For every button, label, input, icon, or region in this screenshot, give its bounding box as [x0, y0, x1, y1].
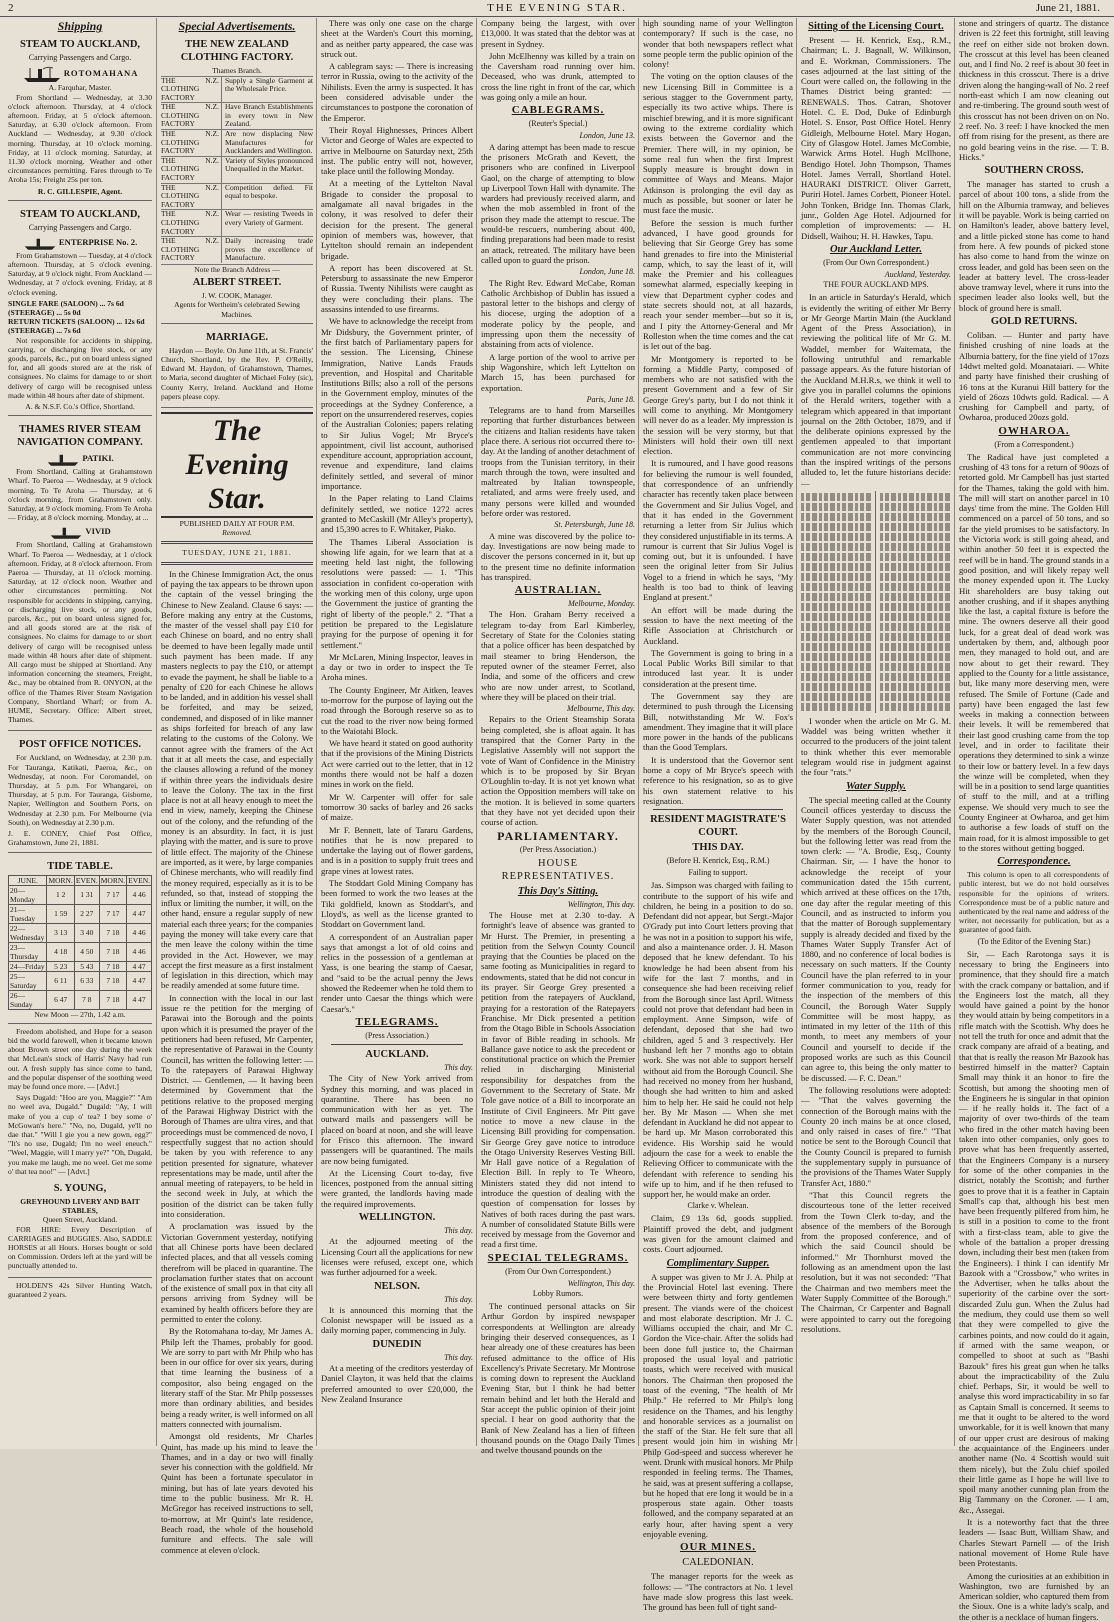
columns [4, 18, 1112, 1622]
clothing-name: THE N.Z. CLOTHING FACTORY [161, 237, 222, 263]
ad-body: From Shortland, Calling at Grahamstown Wharf. To Paeroa — Wednesday, at 9 o'clock morning. To Te Aroha — Thursday, at 6 o'clock morning, from Grahamstown only. Saturday, at 9 o'clock morning. From Te Aroha — Friday, at 8 o'clock morning. Monday, at ... [8, 467, 152, 523]
table-row [9, 990, 152, 1009]
court-heading: RESIDENT MAGISTRATE'S COURT. [650, 814, 786, 839]
table-header: EVEN. [128, 875, 150, 885]
news-paragraph: Mr F. Bennett, late of Tararu Gardens, notifies that he is now prepared to undertake the laying out of flower gardens, and is in a position to supply fruit trees and grape vines at lowest rates. [321, 824, 473, 876]
auckland-letter-source: (From Our Own Correspondent.) [823, 257, 929, 267]
dateline: Paris, June 18. [586, 394, 635, 404]
news-paragraph: In the Paper relating to Land Claims definitely settled, we notice 1272 acres granted to McCaskill (Mr Alley's property), and 15,390 acres to F. Whitaker, Piako. [321, 493, 473, 535]
steamship-icon [22, 65, 62, 83]
table-cell: 21—Tuesday [9, 904, 47, 923]
ad-subtitle: Carrying Passengers and Cargo. [28, 53, 132, 63]
table-cell: 4 46 [127, 885, 152, 904]
table-cell: 5 43 [74, 961, 99, 971]
news-paragraph: We have heard it stated on good authority that if the provisions of the Mining Districts Act were carried out to the letter, that in 12 months there would not be half a dozen mines in work on the field. [321, 738, 473, 790]
tide-table [8, 856, 152, 1024]
table-cell: 20—Monday [9, 885, 47, 904]
tide-note: New Moon — 27th, 1.42 a.m. [34, 1009, 126, 1019]
clothing-claim: Wear — resisting Tweeds in every Variety of Garment. [225, 209, 313, 227]
shipping-heading: Shipping [57, 19, 103, 33]
table-cell: 4 46 [127, 923, 152, 942]
ad-address: Queen Street, Auckland. [42, 1215, 118, 1225]
ad-post-office [8, 734, 152, 852]
correspondence-paragraph: Among the curiosities at an exhibition in Washington, two are furnished by an American soldier, who captured them from the Sioux. One is a white lady's scalp, and the other is a necklace of human fingers. [959, 1570, 1109, 1622]
table-cell: 4 46 [127, 942, 152, 961]
news-paragraph: John McElhenny was killed by a train on the Caversham road running over him. Deceased, who was drunk, attempted to cross the line right in front of the car, which was going only a mile an hour. [481, 50, 635, 103]
dateline: Wellington, This day. [567, 899, 635, 909]
table-cell: 1 2 [47, 885, 74, 904]
special-telegrams-source: (From Our Own Correspondent.) [505, 1266, 611, 1276]
dateline: This day. [444, 1294, 473, 1304]
special-paragraph: It is understood that the Governor sent home a copy of Mr Bryce's speech with reference to his resignation, so as to give his own statement relative to his resignation. [643, 754, 793, 806]
telegram-paragraph: It is announced this morning that the Colonist newspaper will be issued as a daily morning paper, commencing in July. [321, 1304, 473, 1336]
cable-paragraph: A mine was discovered by the police to-day. Investigations are now being made to discover the persons concerned in it, but up to the present time no definite information has transpired. [481, 530, 635, 582]
ad-signature: J. W. COOK, Manager. [201, 291, 273, 301]
owharoa-source: (From a Correspondent.) [994, 439, 1074, 449]
divider [161, 562, 313, 565]
divider [653, 809, 783, 810]
table-cell: 2 27 [74, 904, 99, 923]
tide-table-grid [8, 875, 152, 1010]
table-header-row [9, 875, 152, 885]
clothing-claim: Supply a Single Garment at the Wholesale Price. [225, 75, 313, 94]
table-cell: 6 33 [74, 971, 99, 990]
ad-body: From Shortland — Wednesday, at 3.30 o'clock afternoon. Thursday, at 4 o'clock afternoon. Friday, at 5 o'clock afternoon. Saturday, at 6.30 o'clock afternoon. From Auckland — Wednesday, at 9.30 o'clock morning. Thursday, at 10 o'clock morning. Friday, at 11 o'clock morning. Saturday, at 11.30 o'clock morning. Weather and other circumstances permitting. Fares through to Te Aroha 15s; Freight 25s per ton. [8, 92, 152, 185]
table-cell: 4 47 [127, 990, 152, 1009]
correspondence-heading: Correspondence. [997, 856, 1071, 868]
ad-signature: J. E. CONEY, Chief Post Office, Grahamstown, June 21, 1881. [8, 829, 152, 848]
special-paragraph: It is rumoured, and I have good reasons for believing the rumour is well founded, that correspondence of an unfriendly character has recently taken place between the Government and Sir Julius Vogel, and that it has ended in the Government returning a letter from Sir Julius which they considered unjustifiable in its terms. A rumour is current that Sir Julius Vogel is coming out, but it is unfounded. I have seen the original letter from Sir Julius Vogel to a friend in which he says, "My health is too bad to think of leaving England at present." [643, 458, 793, 603]
issue-date: June 21, 1881. [1035, 2, 1100, 14]
page-number: 2 [8, 2, 14, 14]
dateline: This day. [444, 1062, 473, 1072]
clothing-claim: Variety of Styles pronounced Unequalled in the Market. [225, 155, 313, 174]
ad-subtitle: Carrying Passengers and Cargo. [28, 222, 132, 232]
ship-name: ENTERPRISE No. 2. [58, 236, 138, 247]
owharoa-paragraph: The Radical have just completed a crushing of 43 tons for a return of 90ozs of retorted gold. Mr Campbell has just started for the Thames, taking the gold with him. The mill will start on another parcel in 10 days' time from the mine. The Golden Hill commenced on a parcel of 50 tons, and so far the yield promises to be satisfactory. In the Victoria work is still going ahead, and within another 50 feet it is expected the reef will be in hand. The ground stands in a good position, and will likely repay well the money expended upon it. The Lucky Hit shareholders are busy taking out another crushing, and if it shapes anything like the last, a capital fixture is before the mine. The owners deserve all their good luck, for a great deal of dead work was undertaken by them, and, although poor men, they managed to hold out, and are now about to get their reward. They applied to the County for a little assistance, but, like many more deserving men, were refused. The Smile of Fortune (Cade and party) have been engaged the last few weeks in making a connection between their levels. It will be remembered that their last good crushing came from the top level, and in order to facilitate their operations they determined to sink a winze to their low or battery level. In a few days the winze will be completed, when they will be in a position to send large quantities of stuff to the mill, and at a trifling expense. We should very much to see the County Engineer at Owharoa, and get him to authorise a few loads of stuff on the main road, for it is almost impossible to get to the stores without getting bogged. [959, 451, 1109, 853]
clothing-claim: Competition defied. Fit equal to bespoke. [225, 182, 313, 201]
supper-paragraph: A supper was given to Mr J. A. Philp at the Provincial Hotel last evening. There were between thirty and forty gentlemen present. The viands were of the choicest and most elaborate description. Mr J. C. Williams occupied the chair, and Mr C. Gordon the Vice-chair. After the solids had been done full justice to, the Chairman proposed the usual loyal and patriotic toasts, which were received with musical honors. The Chairman then proposed the toast of the evening, "The health of Mr Philp." He referred to Mr Philp's long residence on the Thames, and his lengthy and honorable services as a journalist on the staff of the Star. He felt sure that all present would join him in wishing Mr Philp God-speed and success wherever he went. Drunk with musical honors. Mr Philp responded in feeling terms. The Thames, he said, was at present suffering a collapse, but he hoped that ere long it would be in a prosperous state again. Other toasts followed, and the company separated at an early hour, after having spent a very enjoyable evening. [643, 1271, 793, 1540]
correspondence-note: This column is open to all correspondents of public interest, but we do not hold ourselves responsible for the opinions of writers. Correspondence must be of a public nature and authenticated by the real name and address of the writer, not necessarily for publication, but as a guarantee of good faith. [959, 870, 1109, 935]
ad-title: POST OFFICE NOTICES. [18, 739, 142, 751]
dateline: London, June 18. [579, 267, 635, 277]
fare-line: (STEERAGE) ... 5s 0d [8, 307, 81, 317]
lobby-heading: Lobby Rumors. [532, 1289, 584, 1299]
cablegrams-source: (Reuter's Special.) [528, 119, 588, 129]
special-ads-heading: Special Advertisements. [178, 19, 296, 33]
court-case-title: Failing to support. [688, 868, 748, 878]
news-paragraph: A cablegram says: — There is increasing terror in Russia, owing to the activity of the Nihilists. Even the army is suspected. It has been considered advisable under the circumstances to postpone the coronation of the Emperor. [321, 61, 473, 123]
evening-star-nameplate: The Evening Star. [161, 412, 313, 518]
leader-dateline: TUESDAY, JUNE 21, 1881. [182, 548, 292, 558]
mine-name: CALEDONIAN. [682, 1557, 754, 1569]
ad-note: Not responsible for accidents in shipping, carrying, or discharging live stock, or any goods, parcels, &c., put on board unless signed for, and all goods stored are at the risk of consignees. No claims for damage to or short delivery of cargo will be recognised unless made within 48 hours after date of shipment. [8, 335, 152, 400]
dateline-place: NELSON. [374, 1280, 420, 1292]
mines-heading: OUR MINES. [679, 1541, 756, 1554]
steamship-icon [46, 451, 80, 467]
table-row [9, 961, 152, 971]
leader-paragraph: In connection with the local in our last issue re the petition for the merging of Parawai into the Borough and the points upon which it is presumed the prayer of the petitioners had been refused, Mr Carpenter, the representative of Parawai in the County Council, has written the following letter: — To the ratepayers of Parawai Highway District. — Gentlemen, — It having been determined by Government that the petitions relative to the proposed merging of the Parawai Highway District with the Borough of Thames are ultra vires, and that proceedings must be commenced de novo, I respectfully suggest that no action should be taken by you with reference to any petition presented for signature, whatever representations may be made, until after the annual meeting of ratepayers, to be held in the second week in July, at which the position of the district can be taken fully into consideration. [161, 992, 313, 1220]
telegram-paragraph: At the Licensing Court to-day, five licences, postponed from the annual sitting were granted, the landlords having made the required improvements. [321, 1167, 473, 1209]
ad-title: STEAM TO AUCKLAND, [19, 39, 141, 51]
table-row [9, 971, 152, 990]
steamship-icon [49, 524, 83, 540]
cablegrams-heading: CABLEGRAMS. [511, 104, 605, 117]
dateline-place: WELLINGTON. [358, 1212, 436, 1224]
column-3 [316, 18, 477, 1446]
list-item [161, 102, 313, 129]
mine-paragraph: The manager has started to crush a parcel of about 100 tons, a slide from the hill on the Alburnia tramway, and believes it will be payable. Work is being carried on on Hamilton's leader, above battery level, and a little picked stone has come to hand from here. A few pounds of picked stone has also come to hand from the winze on cross leader, and gold has been seen on the leader at battery level. The cross-leader above tramway level, where it runs into the specimen leader also looks well, but the block of ground here is small. [959, 179, 1109, 313]
table-cell: 5 23 [47, 961, 74, 971]
ad-title: THE NEW ZEALAND CLOTHING FACTORY. [180, 39, 294, 64]
news-paragraph: Mr W. Carpenter will offer for sale tomorrow 30 sacks of barley and 26 sacks of maize. [321, 791, 473, 823]
news-paragraph: Their Royal Highnesses, Princes Albert Victor and George of Wales are expected to arrive in Melbourne on Saturday next, 25th inst. The public entry will not, however, take place until the following Monday. [321, 124, 473, 177]
fare-line: SINGLE FARE (SALOON) ... 7s 6d [8, 298, 124, 308]
ad-clothing-factory [161, 34, 313, 323]
special-paragraph: The Government say they are determined to push through the Licensing Bill, notwithstanding Mr W. Fox's amendment. They imagine that it will place more power in the hands of the publicans than the Good Templars. [643, 691, 793, 753]
fare-line: RETURN TICKETS (SALOON) ... 12s 6d [8, 317, 145, 327]
list-item [161, 209, 313, 236]
court-case-title: Clarke v. Whelean. [687, 1201, 749, 1211]
correspondence-paragraph: Sir, — Each Rarotonga says it is necessary to bring the Engineers into prominence, that they should fire a match with the crack company or battalion, and if the Engineers lost the match, all they would have gained a point by the honor they would attain by being competitors in a rifle match with the Scottish. Why does he not tell the truth for once and admit that the crack company are afraid of a beating, and that that is really the reason Mr Bazook has bestirred himself in the matter? Captain Small may think it an honor to fire the Scottish, but among the shooting men of the Engineers he is singular in that opinion — if he really holds it. The fact of a majority of over two-thirds of the team who fired in the other match having been taken into other companies, only goes to prove what has been frequently asserted, that the Engineers Company is a nursery for some of the other companies in the district, notably the Scottish; and further goes to prove that it is a feather in Captain Small's cap that, although his best men have been frequently pilfered from him, he is still in a position to come to the front with a first-class team, able to give the whole of the battalion a proper dressing down, including their best men (taken from the Engineers). I think I can identify Mr Bazook with a "Crossbow," who writes in the Advertiser, when he talks about the superiority of the carbine over the sort-discarded Zulu gun. When the Zulus had the medium, they could use them so well that they were compelled to give the carbines points, and now could do it again, if armed with the same weapon, or compelled to shoot at such as "Bashi Bazouk" fires his great gun when he talks about the impracticability of the Zulu chief. Perhaps, Sir, it would be well to analyse this word impracticability in so far as Captain Small is concerned. It seems to me that it ought to be altered to the word unworkable, for it is well known that many of our upper crust are desirous of making the acquaintance of the Engineers under another name (No. 4 Scottish would suit them nicely), but the Zulu chief spoiled their little game as I hope he will live to spoil many another cunning plan from the Big Tammany on the Coroner. — I am, &c., Assegai. [959, 948, 1109, 1515]
column-4 [476, 18, 639, 1456]
advertorial: Freedom abolished, and Hope for a season bid the world farewell, when it became known about Brown street one day during the week that McLean's stock of Harris' Navy had run out. A fresh supply has since come to hand, and the popular dispenser of the soothing weed may be found once more. — [Advt.] [8, 1026, 152, 1091]
correspondence-paragraph: It is a noteworthy fact that the three leaders — Isaac Butt, William Shaw, and Charles Stewart Parnell — of the Irish national movement of Home Rule have been Protestants. [959, 1517, 1109, 1569]
table-cell: 7 18 [99, 923, 126, 942]
ad-signature: R. C. GILLESPIE, Agent. [37, 186, 123, 196]
table-header: EVEN. [75, 875, 98, 885]
running-head [0, 0, 1114, 17]
clothing-name: THE N.Z. CLOTHING FACTORY [161, 157, 222, 183]
ad-branch: Thames Branch. [212, 66, 262, 76]
table-cell: 24—Friday [9, 961, 47, 971]
ad-subtitle: GREYHOUND LIVERY AND BAIT STABLES, [20, 1196, 140, 1216]
ad-young-stables [8, 1178, 152, 1278]
leader-paragraph: By the Rotomahana to-day, Mr James A. Philp left the Thames, probably for good. We are sorry to part with Mr Philp who has been in our office for over six years, during that time learning the business of a compositor, also being engaged on the literary staff of the Star. Mr Philp possesses more than ordinary abilities, and besides being a ready writer, is well informed on all matters connected with journalism. [161, 1326, 313, 1429]
telegram-paragraph: At a meeting of the creditors yesterday of Daniel Clayton, it was held that the claims preferred amounted to over £20,000, the New Zealand Insurance [321, 1363, 473, 1404]
licensing-paragraph: Present — H. Kenrick, Esq., R.M., Chairman; L. J. Bagnall, W. Wilkinson, and E. Workman, Commissioners. The cases adjourned at the last sitting of the Court were called on, the following in the Thames District being granted: — RENEWALS. Thos. Catran, Shotover Hotel. C. E. Dod, Duke of Edinburgh Hotel. S. Ensor, Post Office Hotel. Henry Gidleigh, Melbourne Hotel. Mary Hogan, City of Glasgow Hotel. James McCombie, Warwick Arms Hotel. Hugh McIlhone, Bendigo Hotel. John Thompson, Thames Hotel. James Verrall, Shortland Hotel. HAURAKI DISTRICT. Oliver Garrett, Puriri Hotel. James Corbett, Pioneer Hotel. John Tonken, Bridge Inn. Thomas Clark, junr., Golden Age Hotel. Adjourned for completion of improvements: — H. Didsell, Waihou; H. H. Hawkes, Tapu. [801, 35, 951, 241]
special-paragraph: The voting on the option clauses of the new Licensing Bill in Committee is a serious stagger to the Government party, especially its two active whips. There is mischief brewing, and it is more significant owing to the extreme cordiality which exists between the Governor and the Premier. There will, in my opinion, be some real fun when the first Imprest Supply measure is brought down in committee of Ways and Means. Major Atkinson is prolonging the evil day as much as possible, but sooner or later he must face the music. [643, 71, 793, 216]
table-cell: 6 11 [47, 971, 74, 990]
court-dateline: THIS DAY. [692, 842, 744, 854]
table-cell: 4 47 [127, 971, 152, 990]
mine-paragraph: stone and stringers of quartz. The distance driven is 22 feet this fortnight, still leaving the reef on either side not broken down. The crosscut at this level has been cleaned out, and I find No. 2 reef is about 30 feet in thickness in this crosscut. There is a drive driven along the hanging-wall of No. 2 reef north-east which I am now cleaning out and re-timbering. The ground south west of this crosscut has not been driven on on No. 2 reef. No. 3 reef: I have knocked the men off from rising for the present, as there are no gold bearing veins in the rise. — T. B. Hicks." [959, 18, 1109, 162]
table-cell: 7 18 [99, 971, 126, 990]
water-paragraph: "That this Council regrets the discourteous tone of the letter received from the Town Clerk to-day, and the absence of the members of the Borough from the proposed conference, and of which the said Council should be informed." Mr Thornhurst moved the following as an amendment upon the last resolution, but it was not seconded: "That the Chairman and two members meet the Water Supply Committee of the Borough." The Chairman, Cr Carpenter and Bagnall were appointed to carry out the foregoing resolutions. [801, 1189, 951, 1334]
news-paragraph: A correspondent of an Australian paper says that amongst a lot of old coins and relics in the possession of a gentleman at Yass, is one bearing the stamp of Caesar, and "said to be the actual penny the Jews showed the Redeemer when he told them to render unto Caesar the things which were Caesar's." [321, 931, 473, 1014]
special-paragraph: high sounding name of your Wellington contemporary? If such is the case, no wonder that both newspapers reflect what some people term the public opinion of the colony! [643, 18, 793, 70]
ship-name: VIVID [85, 526, 111, 537]
house-heading: HOUSE REPRESENTATIVES. [501, 857, 615, 882]
list-item [161, 236, 313, 263]
ad-agents: Agents for Wertheim's celebrated Sewing Machines. [174, 300, 300, 319]
divider [331, 1044, 463, 1045]
cable-paragraph: The Right Rev. Edward McCabe, Roman Catholic Archbishop of Dublin has issued a pastoral letter to the bishops and clergy of his diocese, urging the adoption of a moderate policy by the people, and impressing upon them the necessity of abstaining from acts of violence. [481, 277, 635, 350]
ship-name: PATIKI. [82, 453, 114, 464]
table-cell: 4 47 [127, 961, 152, 971]
cable-paragraph: A daring attempt has been made to rescue the prisoners McGrath and Kevett, the prisoners who are confined in Liverpool Gaol, on the charge of attempting to blow up Liverpool Town Hall with dynamite. The warders had previously received alarm, and when the mob assembled in front of the prison they made the attempt to rescue. The would-be rescuers, numbering about 400, finding preparations had been made to resist an attack, retreated. The military have been called upon to guard the prison. [481, 141, 635, 265]
telegrams-source: (Press Association.) [365, 1030, 429, 1040]
ad-title: S. YOUNG, [53, 1182, 107, 1194]
removed-note: Removed. [222, 528, 252, 538]
leader-paragraph: A proclamation was issued by the Victorian Government yesterday, notifying that all Chinese ports have been declared infected places, and that all vessels coming therefrom will be placed in quarantine. The proclamation further states that on account of the existence of small pox in that city all persons arriving from Sydney will be examined by health officers before they are permitted to enter the colony. [161, 1221, 313, 1324]
dateline: London, June 13. [579, 131, 635, 141]
auckland-letter-subhead: THE FOUR AUCKLAND MPS. [823, 280, 929, 290]
gold-paragraph: Coliban. — Hunter and party have finished crushing of nine loads at the Alburnia battery, for the fine yield of 17ozs 14dwt melted gold. Moanataiari. — White and party have finished their crushing of 16 tons at the Kuranui Hill battery for the yield of 26ozs 10dwts gold. Radical. — A crushing for Campbell and party, of Owharoa, produced 20ozs gold. [959, 330, 1109, 423]
special-paragraph: Mr Montgomery is reported to be forming a Middle Party, composed of members who are not satisfied with the present Government and a few of Sir George Grey's party, but I do not think it will come to anything. Mr Montgomery will never do as a leader. My impression is the session will be very stormy, but that Ministers will hold their own till next election. [643, 353, 793, 457]
ship-name: ROTOMAHANA [63, 68, 139, 79]
news-paragraph: Company being the largest, with over £13,000. It was stated that the debtor was at present in Sydney. [481, 18, 635, 49]
special-telegrams-heading: SPECIAL TELEGRAMS. [487, 1251, 629, 1264]
table-row [9, 942, 152, 961]
leader-paragraph: In the Chinese Immigration Act, the onus of paying the tax appears to be thrown upon the captain of the vessel bringing the Chinese to New Zealand. Clause 6 says: — Before making any entry at the Customs, the master of the vessel shall pay £10 for each Chinese on board, and no entry shall be deemed to have been legally made until such payment has been made. If any masters neglects to pay the £10, or attempt to evade the payment, he shall be liable to a penalty of £20 for each Chinese he allows to be landed, and in addition his vessel shall be forfeited, and may be seized, condemned, and disposed of in like manner as ships forfeited for breach of any law relating to the customs of the Colony. We cannot agree with the framers of the Act that it at all meets the case, and especially the clauses allowing a refund of the money if within three years the individuals desire to leave the Colony. The tax in the first place is not at all heavy enough to meet the end in view, namely, keeping the Chinese out of the colony, and the refunding of the money is an absurdity. In fact, it is just playing with the matter, and is sure to prove of little effect. The majority of the Chinese are imported, as it were, by large companies of Chinese merchants, who will readily find the money required, especially as it is to be refunded, so that, instead of stopping the influx or limiting the number, it will, on the other hand, ensure a regular supply of new material each three years; for the companies paying the money will take every care that the men leave the colony within the time provided in the Act. However, we may accept the first measure as a first instalment of legislation in this direction, which may be readily amended at some future time. [161, 568, 313, 991]
dateline: This day. [444, 1352, 473, 1362]
dateline: Melbourne, This day. [567, 704, 635, 714]
table-cell: 7 17 [99, 885, 126, 904]
supper-heading: Complimentary Supper. [666, 1257, 770, 1269]
divider [161, 541, 313, 544]
special-paragraph: An effort will be made during the session to have the next meeting of the Rifle Association at Christchurch or Auckland. [643, 604, 793, 646]
table-cell: 7 17 [99, 904, 126, 923]
dateline-place: AUCKLAND. [365, 1048, 429, 1060]
clothing-claim: Daily increasing trade proves the excellence of Manufacture. [225, 236, 313, 263]
cable-paragraph: Telegrams are to hand from Marseilles reporting that further disturbances between the citizens and Italian residents have taken place there. A serious riot occurred there to-day. At the landing of another detachment of troops from the Tunisian territory, in their march through the town, were insulted and maltreated by Italian townspeople, retaliated, and arms were freely used, and many persons were killed and wounded before order was restored. [481, 405, 635, 519]
table-cell: 23—Thursday [9, 942, 47, 961]
column-1 [4, 18, 156, 1446]
list-item [161, 156, 313, 183]
marriage-notice [161, 327, 313, 408]
dateline: This day. [444, 1226, 473, 1236]
news-paragraph: Mr McLaren, Mining Inspector, leaves in a day or two in order to inspect the Te Aroha mines. [321, 651, 473, 683]
ad-address: ALBERT STREET. [192, 277, 282, 289]
ad-title: THAMES RIVER STEAM NAVIGATION COMPANY. [17, 424, 143, 449]
clothing-claim: Have Branch Establishments in every town in New Zealand. [225, 102, 313, 129]
leader-paragraph: Amongst old residents, Mr Charles Quint, has made up his mind to leave the Thames, and in a day or two will finally sever his connection with the goldfield. Mr Quint has been a fortunate speculator in mining, but has of late years devoted his time to the public business. Mr R. H. McGregor has received instructions to sell, to-morrow, at Mr Quint's late residence, Beach road, the whole of the household furniture and effects. The sale will commence at eleven o'clock. [161, 1431, 313, 1555]
table-cell: 6 47 [47, 990, 74, 1009]
notice-title: MARRIAGE. [205, 331, 269, 343]
ad-body: For Auckland, on Wednesday, at 2.30 p.m. For Tauranga, Katikati, Paeroa, &c., on Wednesday, at noon. For Coromandel, on Thursday, at 5 p.m. For Whangarei, on Thursday, at 5 p.m. For Tauranga, Gisborne, Napier, Wellington and Southern Ports, on Wednesday at 2.30 p.m. For Melbourne (via South), on Wednesday at 2.30 p.m. [8, 753, 152, 827]
table-cell: 3 13 [47, 923, 74, 942]
mine-paragraph: The manager reports for the week as follows: — "The contractors at No. 1 level have made slow progress this last week. The ground has been full of tight sand- [643, 1571, 793, 1613]
telegrams-heading: TELEGRAMS. [355, 1015, 439, 1028]
dateline-place: DUNEDIN [372, 1338, 422, 1350]
list-item [161, 129, 313, 156]
column-5 [638, 18, 797, 1613]
ad-thames-river [8, 419, 152, 731]
court-paragraph: Claim, £9 13s 6d, goods supplied. Plaintiff proved the debt, and judgment was given for the amount claimed and costs. Court adjourned. [643, 1213, 793, 1255]
letter-paragraph: In an article in Saturday's Herald, which is evidently the writing of either Mr Berry or Mr George Martin Main (the Auckland Agent of the Press Association), in reviewing the political life of Mr G. M. Waddel, member for Waitemata, the following untruthful and remarkable passage appears. As the future historian of the Auckland M.H.R.s, we think it well to give you in parallel columns the opinions of the Herald writers, together with a telegram which appeared in that important journal on the 28th October, 1879, and if the deliberate opinions expressed by the gentlemen appealed to that important communication are not more convincing than the inspired writings of the persons alluded to, let the future historians decide: — [801, 292, 951, 488]
steamship-icon [23, 235, 57, 251]
dateline: St. Petersburgh, June 18. [554, 520, 635, 530]
fare-line: (STEERAGE) ... 7s 6d [8, 326, 81, 336]
fares-list [8, 299, 152, 336]
owharoa-heading: OWHAROA. [998, 424, 1070, 437]
court-paragraph: Jas. Simpson was charged with failing to contribute to the support of his wife and children, he being in a position to do so. Defendant did not appear, but Sergt.-Major O'Grady put into Court letters proving that he was not in a position to support his wife, and also a maintenance order. J. H. Mason deposed that he knew defendant. To his knowledge he had been absent from his wife for the last 7 months, and in consequence she had been receiving relief from the Borough since last April. Witness could not prove that defendant had been in employment. Anne Simpson, wife of defendant, deposed that she had two children, aged 5 and 3 respectively. Her husband left her 7 months ago to obtain work. She was not able to support herself without aid from the Borough Council. She had received no money from her husband, though she had written to him and asked him to help her. He said he could not help her. By Mr Mason — When she met defendant in Auckland he did not appear to be hard up. Mr Mason corroborated this evidence. His Worship said he would adjourn the case for a week to enable the Relieving Officer to communicate with the defendant with reference to sending his wife up to him, and if he then refused to support her, he would make an order. [643, 880, 793, 1200]
table-cell: 7 8 [74, 990, 99, 1009]
special-paragraph: Before the session is much further advanced, I have good grounds for believing that Sir George Grey has some hand grenades to fire into the Ministerial camp, which, to say the least of it, will make the Premier and his colleagues somewhat alarmed, especially keeping in view that Department cypher codes and state secrets should not, at all hazards, reach your sender member—but so it is, and I pity the Attorney-General and Mr Rolleston when the time comes and the cat is let out of the bag. [643, 217, 793, 352]
newspaper-running-title: THE EVENING STAR. [487, 2, 627, 14]
clothing-name: THE N.Z. CLOTHING FACTORY [161, 130, 222, 156]
column-6 [796, 18, 955, 1446]
news-paragraph: The County Engineer, Mr Aitken, leaves to-morrow for the purpose of laying out the road through the Borough reserve so as to cut the road to the river now being formed to the Waiotahi Block. [321, 684, 473, 736]
table-cell: 4 50 [74, 942, 99, 961]
parliamentary-heading: PARLIAMENTARY. [497, 828, 619, 843]
water-paragraph: The special meeting called at the County Council offices yesterday to discuss the Water Supply question, was not attended by the members of the Borough Council, but the following letter was read from the town clerk: — "A. Brodie, Esq., County Chairman. Sir, — I have the honor to acknowledge the receipt of your communication dated the 15th current, which arrived at these offices on the 17th, one day after the regular meeting of this Council, and as instructed to inform you that the matter of Borough supplementary supply is already decided and fixed by the Thames Water Supply Transfer Act of 1880, and no conference of local bodies is necessary on such matters. If the County Council have the plan referred to in your former communication to you, ready for the inspection of the members of this Council, the Borough Water Supply Committee will be most happy, as intimated in my letter of the 11th of this month, to meet any members of your Council and yourself to decide if the proposed works are such as this Council can agree to, this being the only matter to be discussed. — F. C. Dean." [801, 794, 951, 1083]
news-paragraph: There was only one case on the charge sheet at the Warden's Court this morning, and as neither party appeared, the case was struck out. [321, 18, 473, 59]
advertorial: Says Dugald: "Hoo are you, Maggie?" "Am no weel ava, Dugald." Dugald: "Ay, I will make of you a cup o' tea? I bey some o' McGowan's here." "No, no, Dugald, ye'll no dae that." "Will I gie you a new gown, egg?" "It's no use, Dugald; I'm no weel eneuch." "Weel, Maggie, will I marry ye?" "Oh, Dugald, you make me laugh, me no weel. Get me some o' that tea noo!" — [Advt.] [8, 1093, 152, 1176]
ad-rotomahana [8, 34, 152, 200]
parliament-paragraph: The House met at 2.30 to-day. A fortnight's leave of absence was granted to Mr Hurst. The Premier, in presenting a petition from the Selwyn County Council praying that the Counties be placed on the same footing as Municipalities in regard to endowments, stated that he did not concur in its prayer. Sir George Grey presented a petition from the ratepayers of Auckland, praying for a restoration of the Ratepayers Franchise. Mr Dick presented a petition from the Otago Bible in Schools Association in favor of Bible reading in schools. Mr Ballance gave notice to ask the precedent or constitutional practice on which the Premier relied in discharging Ministerial responsibility for despatches from the Government to the Secretary of State. Mr Tole gave notice of a Bill to incorporate an Institute of Civil Engineers. Mr Pitt gave notice to move a new clause in the Licensing Bill providing for compensation. Sir George Grey gave notice to introduce the Otago University Reserves Vesting Bill. Mr Hall gave notice of a Regulation of Election Bill. In reply to Te Wheoro, Ministers stated they did not intend to introduce the question of dealing with the question of compensation for losses by Natives of both races during the past wars. A number of consolidated Statute Bills were received by message from the Governor and read a first time. [481, 909, 635, 1250]
news-paragraph: At a meeting of the Lyttelton Naval Brigade to consider the proposal to amalgamate all naval brigades in the colony, it was resolved to defer their decision for the present. The general opinion of members was, however, that Lyttelton should remain an independent brigade. [321, 178, 473, 261]
advertorial: HOLDEN'S 42s Silver Hunting Watch, guaranteed 2 years. [8, 1280, 152, 1299]
special-paragraph: The Government is going to bring in a Local Public Works Bill similar to that introduced last year. It is under consideration at the present time. [643, 647, 793, 689]
parallel-columns [801, 491, 951, 713]
ad-body: From Grahamstown — Tuesday, at 4 o'clock afternoon. Thursday, at 5 o'clock evening. Saturday, at 9 o'clock night. From Auckland — Wednesday, at 7 o'clock evening. Friday, at 8 o'clock evening. [8, 250, 152, 297]
table-row [9, 885, 152, 904]
australian-heading: AUSTRALIAN. [514, 584, 602, 597]
news-paragraph: A report has been discovered at St. Petersburg to assassinate the new Emperor of Russia. Twenty Nihilists were caught as they were concluding their plans. The assassins intended to use firearms. [321, 262, 473, 315]
list-item [161, 183, 313, 210]
telegram-paragraph: At the adjourned meeting of the Licensing Court all the applications for new licenses were refused, except one, which was further adjourned for a week. [321, 1236, 473, 1278]
table-header: MORN. [48, 875, 73, 885]
table-cell: 3 40 [74, 923, 99, 942]
table-cell: 26—Sunday [9, 990, 47, 1009]
licensing-heading: Sitting of the Licensing Court. [808, 21, 944, 32]
table-cell: 1 59 [47, 904, 74, 923]
table-row [9, 923, 152, 942]
table-header: JUNE. [9, 875, 47, 885]
table-header: MORN. [100, 875, 126, 885]
table-row [9, 904, 152, 923]
table-cell: 25—Saturday [9, 971, 47, 990]
table-cell: 22—Wednesday [9, 923, 47, 942]
column-7 [954, 18, 1113, 1622]
news-paragraph: We have to acknowledge the receipt from Mr Didsbury, the Government printer, of the first batch of Parliamentary papers for the session. The Licensing, Chinese Immigration, Native Lands Frauds prevention, and Hospital and Charitable Institutions Bills; also a roll of the persons in the Government employ, minutes of the proceedings at the Sydney Conference, a report on the unsurrendered reserves, copies of the Australian Colonies; papers relating to Sir Julius Vogel; Mr Bryce's appointment, civil list account, authorised expenditure account, appropriation account, revenue and expenditure, land claims definitely settled, and several of minor importance. [321, 316, 473, 492]
table-cell: 7 18 [99, 942, 126, 961]
ad-note: Note the Branch Address — [161, 264, 313, 274]
clothing-name: THE N.Z. CLOTHING FACTORY [161, 77, 222, 103]
dateline: Auckland, Yesterday. [884, 269, 951, 279]
table-cell: 7 18 [99, 990, 126, 1009]
water-supply-heading: Water Supply. [845, 780, 907, 792]
cable-paragraph: Repairs to the Orient Steamship Sorata being completed, she is afloat again. It has transpired that the Corner Party in the Legislative Assembly will not support the vote of Want of Confidence in the Ministry which is to be proposed by Sir Bryan O'Loughlin to-day. It is not yet known what action the Opposition members will take on the motion. It is believed in some quarters that they have not yet decided upon their course of action. [481, 714, 635, 828]
letter-paragraph: I wonder when the article on Mr G. M. Waddel was being written whether it occurred to the producers of the joint talent to think whether this ever memorable telegram would rise in judgment against the four "rats." [801, 715, 951, 778]
publication-note: PUBLISHED DAILY AT FOUR P.M. [179, 519, 295, 528]
sitting-heading: This Day's Sitting. [517, 885, 599, 897]
court-before: (Before H. Kenrick, Esq., R.M.) [666, 856, 770, 866]
water-paragraph: The following resolutions were adopted: — "That the valves governing the connection of the Borough mains with the County 20 inch mains be at once closed, and only raised in cases of fire." "That notice be sent to the Borough Council that the County Council is prepared to furnish the supplementary supply in pursuance of the provisions of the Thames Water Supply Transfer Act, 1880." [801, 1084, 951, 1188]
table-cell: 1 31 [74, 885, 99, 904]
table-cell: 4 18 [47, 942, 74, 961]
clothing-name: THE N.Z. CLOTHING FACTORY [161, 210, 222, 236]
table-cell: 7 18 [99, 961, 126, 971]
tide-table-title: TIDE TABLE. [47, 860, 113, 872]
ad-signature: A. & N.S.F. Co.'s Office, Shortland. [25, 401, 135, 411]
auckland-letter-heading: Our Auckland Letter. [829, 243, 923, 255]
correspondence-to: (To the Editor of the Evening Star.) [977, 936, 1091, 946]
column-2 [156, 18, 317, 1555]
special-paragraph: The continued personal attacks on Sir Arthur Gordon by inspired newspaper correspondents at Wellington are already bringing their deserved consequences, as I hear already one of these creatures has been refused admittance to the office of His Excellency's Private Secretary. Mr Montrose is coming down to represent the Auckland Evening Star, but I think he had better remain behind and let both the Herald and Star accept the public opinion of their joint special. I hear on good authority that the Bank of New Zealand has a lien of fifteen thousand pounds on the Otago Daily Times and twelve thousand pounds on the [481, 1301, 635, 1456]
dateline: Melbourne, Monday. [568, 599, 635, 609]
ad-body: From Shortland, Calling at Grahamstown Wharf. To Paeroa — Wednesday, at 1 o'clock afternoon. Friday, at 8 o'clock afternoon. From Paeroa — Thursday, at 11 o'clock morning. Saturday, at 12 o'clock noon. Weather and other circumstances permitting. Not responsible for accidents in shipping, carrying, or discharging live stock, or any goods, parcels, &c., put on board unless signed for, and all goods stored are at the risk of consignees. No claims for damage to or short delivery of cargo will be recognised unless made within 48 hours after date of shipment. All cargo must be shipped at Shortland. Any information concerning the steamers, Freight, &c., may be obtained from R. ONYON, at the office of the Thames River Steam Navigation Company, Shortland Wharf; or from A. HUME, Secretary. Office: Albert street, Thames. [8, 540, 152, 725]
cable-paragraph: The Hon. Graham Berry received a telegram to-day from Earl Kimberley, Secretary of State for the Colonies stating that a police officer has been despatched by mail steamer to bring Henderson, the reputed owner of the steamer Ferret, also India, and some of the officers and crew who are now under arrest, to Scotland, where they will be placed on their trial. [481, 609, 635, 702]
ship-master: A. Farquhar, Master. [48, 83, 112, 93]
notice-body: Haydon — Boyle. On June 11th, at St. Francis' Church, Shortland, by the Rev. P. O'Reilly, Edward M. Haydon, of Grahamstown, Thames, to Maria, second daughter of Michael Foley (sic), County Kerry, Ireland. Auckland and Home papers please copy. [161, 345, 313, 401]
news-paragraph: The Stoddart Gold Mining Company has been formed to work the two leases at the Tiki goldfield, known as Stoddart's, and Lloyd's, as well as the license granted to Stoddart on Government land. [321, 878, 473, 930]
cable-paragraph: A large portion of the wool to arrive per ship Wagonshire, which left Lyttelton on March 15, has been purchased for exportation. [481, 351, 635, 393]
parliamentary-source: (Per Press Association.) [519, 844, 597, 854]
clothing-name: THE N.Z. CLOTHING FACTORY [161, 184, 222, 210]
mine-name: SOUTHERN CROSS. [984, 165, 1084, 177]
ad-title: STEAM TO AUCKLAND, [19, 208, 141, 220]
clothing-name: THE N.Z. CLOTHING FACTORY [161, 103, 222, 129]
list-item [161, 76, 313, 103]
ad-enterprise [8, 204, 152, 416]
dateline: Wellington, This day. [567, 1278, 635, 1288]
news-paragraph: The Thames Liberal Association is showing life again, for we learn that at a meeting held last night, the following resolutions were passed: — 1. "This association in confident co-operation with the working men of this colony, urge upon the Government the justice of granting the right of liberty of the people." 2. "That a petition be prepared to the Legislature praying for the purpose of opening it for settlement." [321, 536, 473, 650]
clothing-claim: Are now displacing New Manufactures for Aucklanders and Wellington. [225, 129, 313, 156]
telegram-paragraph: The City of New York arrived from Sydney this morning, and was placed in quarantine. There has been no communication with her as yet. The outward mails and passengers will be placed on board at noon, and she will leave for Frisco this afternoon. The inward passengers will be quarantined. The mails are now being fumigated. [321, 1073, 473, 1166]
table-cell: 4 47 [127, 904, 152, 923]
ad-body: FOR HIRE: Every Description of CARRIAGES and BUGGIES. Also, SADDLE HORSES at all Hours. Horses bought or sold on Commission. Orders left at the yard will be punctually attended to. [8, 1224, 152, 1271]
gold-returns-heading: GOLD RETURNS. [990, 316, 1078, 328]
